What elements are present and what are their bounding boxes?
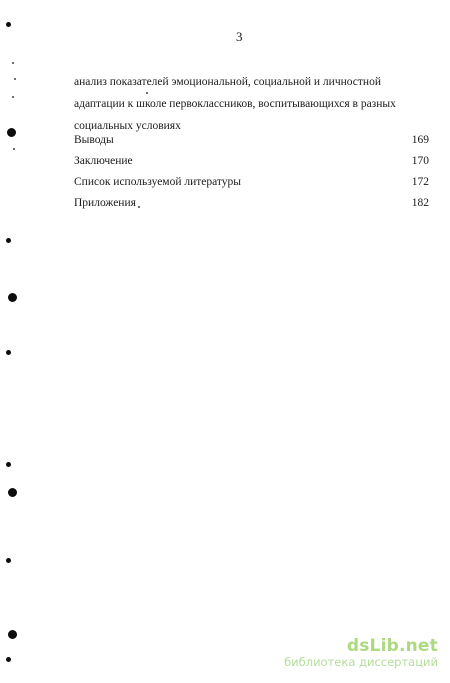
dslib-watermark xyxy=(284,637,438,669)
scan-speck xyxy=(13,148,15,150)
toc-entry-title: Приложения xyxy=(74,197,136,209)
intro-line: социальных условиях xyxy=(74,120,181,132)
toc-entry-title: Заключение xyxy=(74,155,133,167)
intro-line: адаптации к школе первоклассников, воспитывающихся в разных xyxy=(74,98,396,110)
page-number: 3 xyxy=(236,29,243,44)
table-of-contents xyxy=(74,133,429,217)
scan-speck xyxy=(12,62,14,64)
toc-entry-page: 169 xyxy=(411,134,429,146)
scan-speck xyxy=(14,78,16,80)
binder-hole-mark xyxy=(6,22,11,27)
toc-entry-title: Выводы xyxy=(74,134,114,146)
binder-hole-mark xyxy=(8,630,17,639)
intro-line: анализ показателей эмоциональной, социальной и личностной xyxy=(74,76,381,88)
toc-entry-title: Список используемой литературы xyxy=(74,176,242,188)
binder-hole-mark xyxy=(6,350,11,355)
binder-hole-mark xyxy=(6,558,11,563)
toc-entry xyxy=(74,175,429,196)
binder-hole-mark xyxy=(6,462,11,467)
binder-hole-mark xyxy=(6,657,11,662)
toc-entry-page: 182 xyxy=(411,197,429,209)
binder-hole-mark xyxy=(6,238,11,243)
toc-entry xyxy=(74,133,429,154)
watermark-subtitle: библиотека диссертаций xyxy=(284,655,438,669)
toc-entry xyxy=(74,196,429,217)
binder-hole-mark xyxy=(7,128,16,137)
scan-speck xyxy=(12,96,14,98)
toc-entry-page: 170 xyxy=(411,155,429,167)
watermark-logo: dsLib.net xyxy=(346,636,438,656)
toc-intro-paragraph xyxy=(74,71,404,137)
binder-hole-mark xyxy=(8,488,17,497)
toc-entry xyxy=(74,154,429,175)
toc-entry-page: 172 xyxy=(411,176,429,188)
binder-hole-mark xyxy=(8,293,17,302)
